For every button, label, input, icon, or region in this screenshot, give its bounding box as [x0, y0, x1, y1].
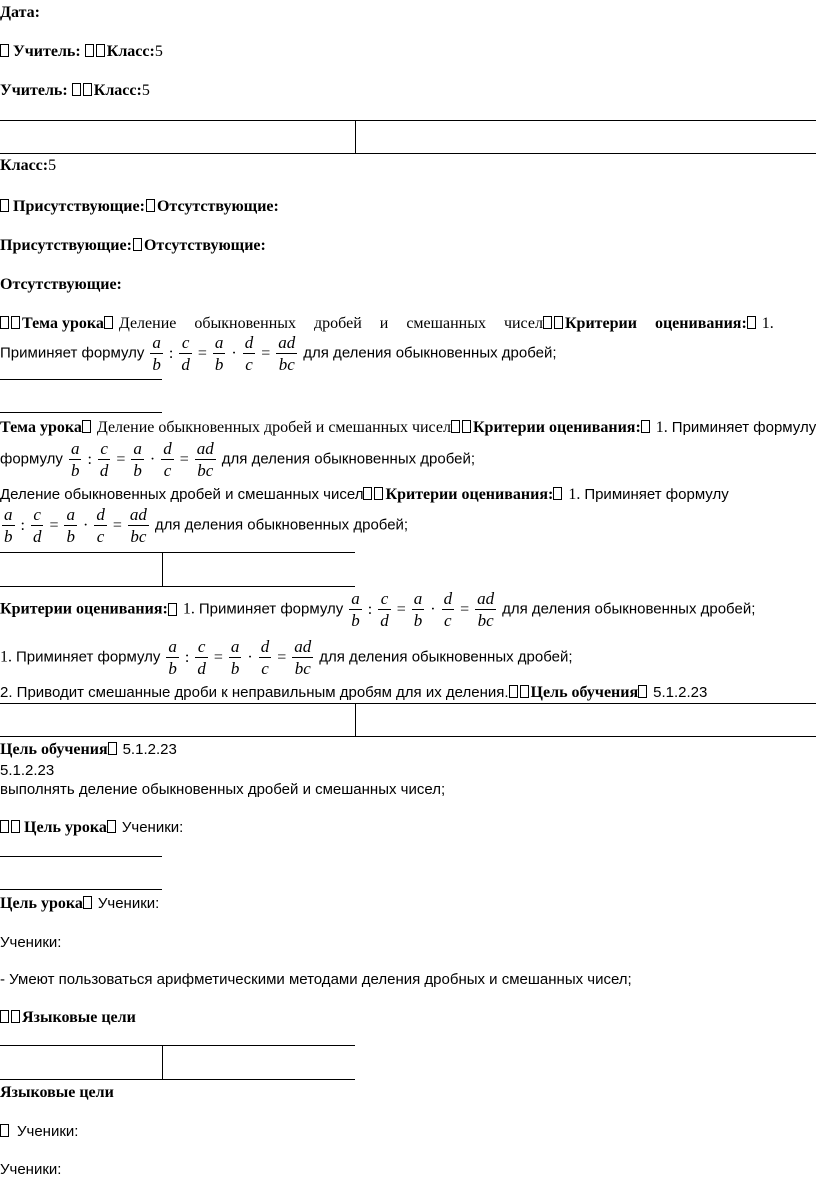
attendance-line [0, 197, 279, 217]
students-label: Ученики: [17, 1123, 79, 1140]
attendance-line [0, 236, 266, 256]
table-border [0, 1045, 355, 1046]
topic-line [0, 314, 816, 334]
table-divider [355, 120, 356, 153]
checkbox-icon [520, 685, 529, 698]
language-goals-line [0, 1008, 136, 1028]
language-goals-label: Языковые цели [0, 1084, 114, 1101]
checkbox-icon [0, 316, 9, 329]
footnote-rule [0, 889, 162, 890]
class-value: 5 [48, 157, 57, 174]
goal-text: выполнять деление обыкновенных дробей и смешанных чисел; [0, 781, 446, 798]
checkbox-icon [85, 44, 94, 57]
date-label: Дата: [0, 4, 40, 21]
topic-value: Деление обыкновенных дробей и смешанных чисел [96, 419, 451, 436]
table-border [0, 586, 355, 587]
checkbox-icon [107, 820, 116, 833]
students-label: Ученики: [97, 895, 160, 912]
criteria-num: 1. [761, 315, 774, 332]
present-label: Присутствующие: [13, 198, 145, 215]
table-border [0, 1079, 355, 1080]
topic-label: Тема урока [22, 315, 104, 332]
table-border [0, 736, 816, 737]
topic-value: Деление обыкновенных дробей и смешанных чисел [0, 486, 364, 503]
criteria-tail: для деления обыкновенных дробей; [154, 516, 409, 534]
lesson-goal-label: Цель урока [0, 895, 83, 912]
checkbox-icon [462, 420, 471, 433]
criteria-formula-line [0, 506, 408, 545]
table-border [0, 120, 816, 121]
criteria-text: Приминяет формулу [671, 419, 816, 436]
criteria-tail: для деления обыкновенных дробей; [303, 344, 557, 362]
goal-line [0, 740, 177, 760]
lesson-goal-label: Цель урока [24, 819, 107, 836]
checkbox-icon [374, 487, 383, 500]
checkbox-icon [554, 316, 563, 329]
table-border [0, 153, 816, 154]
criteria-text: Приминяет формулу [16, 648, 161, 666]
class-value: 5 [141, 82, 150, 99]
language-goals-label: Языковые цели [22, 1009, 136, 1026]
criteria-2-line [0, 683, 707, 703]
present-label: Присутствующие: [0, 237, 132, 254]
goal-code: 5.1.2.23 [122, 741, 177, 758]
checkbox-icon [0, 44, 9, 57]
division-formula: $\frac{a}{b}$ : $\frac{c}{d}$ = $\frac{a}{b}$ · $\frac{d}{c}$ = $\frac{ad}{bc}$ [168, 637, 312, 678]
checkbox-icon [543, 316, 552, 329]
checkbox-icon [11, 1010, 20, 1023]
checkbox-icon [747, 316, 756, 329]
teacher-class-line [0, 81, 150, 101]
table-divider [355, 703, 356, 736]
checkbox-icon [108, 742, 117, 755]
class-label: Класс: [0, 157, 49, 174]
checkbox-icon [82, 420, 91, 433]
checkbox-icon [11, 820, 20, 833]
checkbox-icon [638, 685, 647, 698]
table-border [0, 552, 355, 553]
criteria-formula-line: формулу $\frac{a}{b}$ : $\frac{c}{d}$ = $\frac{a}{b}$ · $\frac{d}{c}$ = $\frac{ad}{bc}$ для деления обыкновенных дробей; [0, 439, 476, 480]
table-divider [162, 1045, 163, 1079]
criteria-formula-line [0, 334, 557, 373]
checkbox-icon [0, 820, 9, 833]
topic-value: Деление обыкновенных дробей и смешанных чисел [118, 315, 543, 332]
criteria-num: 1. [0, 648, 12, 666]
criteria-tail: для деления обыкновенных дробей; [221, 450, 476, 468]
checkbox-icon [11, 316, 20, 329]
criteria-line [0, 638, 573, 677]
goal-code: 5.1.2.23 [653, 684, 708, 701]
goal-label: Цель обучения [530, 684, 639, 701]
topic-value-line [0, 485, 729, 505]
absent-label: Отсутствующие: [143, 237, 266, 254]
lesson-goal-line [0, 894, 159, 914]
checkbox-icon [509, 685, 518, 698]
class-value: 5 [154, 43, 163, 60]
footnote-rule [0, 412, 162, 413]
checkbox-icon [0, 1010, 9, 1023]
division-formula: $\frac{a}{b}$ : $\frac{c}{d}$ = $\frac{a}{b}$ · $\frac{d}{c}$ = $\frac{ad}{bc}$ [4, 505, 147, 546]
criteria-tail: для деления обыкновенных дробей; [502, 600, 756, 618]
table-border [0, 703, 816, 704]
topic-label: Тема урока [0, 419, 82, 436]
criteria-num: 1. [182, 600, 195, 618]
class-line [0, 156, 56, 176]
checkbox-icon [72, 83, 81, 96]
criteria-text: Приминяет формулу [584, 486, 729, 503]
checkbox-icon [553, 487, 562, 500]
division-formula: $\frac{a}{b}$ : $\frac{c}{d}$ = $\frac{a}{b}$ · $\frac{d}{c}$ = $\frac{ad}{bc}$ [70, 439, 214, 480]
checkbox-icon [104, 316, 113, 329]
goal-label: Цель обучения [0, 741, 108, 758]
criteria-num: 1. [655, 419, 668, 436]
table-divider [162, 552, 163, 586]
checkbox-icon [641, 420, 650, 433]
checkbox-icon [83, 896, 92, 909]
teacher-class-line [0, 42, 163, 62]
students-line [0, 1122, 78, 1142]
criteria-label: Критерии оценивания: [0, 600, 168, 618]
checkbox-icon [168, 603, 177, 616]
teacher-label: Учитель: [0, 82, 68, 99]
lesson-goal-line [0, 818, 183, 838]
criteria-text: Приминяет формулу [198, 600, 344, 618]
absent-label: Отсутствующие: [0, 276, 122, 293]
class-label: Класс: [93, 82, 142, 99]
checkbox-icon [83, 83, 92, 96]
criteria-label: Критерии оценивания: [564, 315, 747, 332]
class-label: Класс: [106, 43, 155, 60]
criteria-tail: для деления обыкновенных дробей; [319, 648, 573, 666]
footnote-rule [0, 856, 162, 857]
checkbox-icon [133, 238, 142, 251]
students-label: Ученики: [0, 1161, 62, 1178]
students-label: Ученики: [0, 934, 62, 951]
checkbox-icon [451, 420, 460, 433]
criteria-line [0, 590, 755, 629]
students-label: Ученики: [121, 819, 184, 836]
footnote-rule [0, 379, 162, 380]
goal-code: 5.1.2.23 [0, 762, 55, 779]
students-item: - Умеют пользоваться арифметическими методами деления дробных и смешанных чисел; [0, 971, 632, 988]
criteria-2-text: 2. Приводит смешанные дроби к неправильным дробям для их деления. [0, 684, 509, 701]
topic-line [0, 418, 816, 438]
absent-label: Отсутствующие: [156, 198, 279, 215]
criteria-text: Приминяет формулу [0, 344, 145, 362]
checkbox-icon [96, 44, 105, 57]
checkbox-icon [0, 199, 9, 212]
criteria-label: Критерии оценивания: [385, 486, 554, 503]
criteria-label: Критерии оценивания: [472, 419, 641, 436]
teacher-label: Учитель: [13, 43, 81, 60]
division-formula: $\frac{a}{b}$ : $\frac{c}{d}$ = $\frac{a}{b}$ · $\frac{d}{c}$ = $\frac{ad}{bc}$ [351, 589, 495, 630]
checkbox-icon [363, 487, 372, 500]
checkbox-icon [146, 199, 155, 212]
division-formula: $\frac{a}{b}$ : $\frac{c}{d}$ = $\frac{a}{b}$ · $\frac{d}{c}$ = $\frac{ad}{bc}$ [152, 333, 296, 374]
criteria-num: 1. [568, 486, 581, 503]
checkbox-icon [0, 1124, 9, 1137]
